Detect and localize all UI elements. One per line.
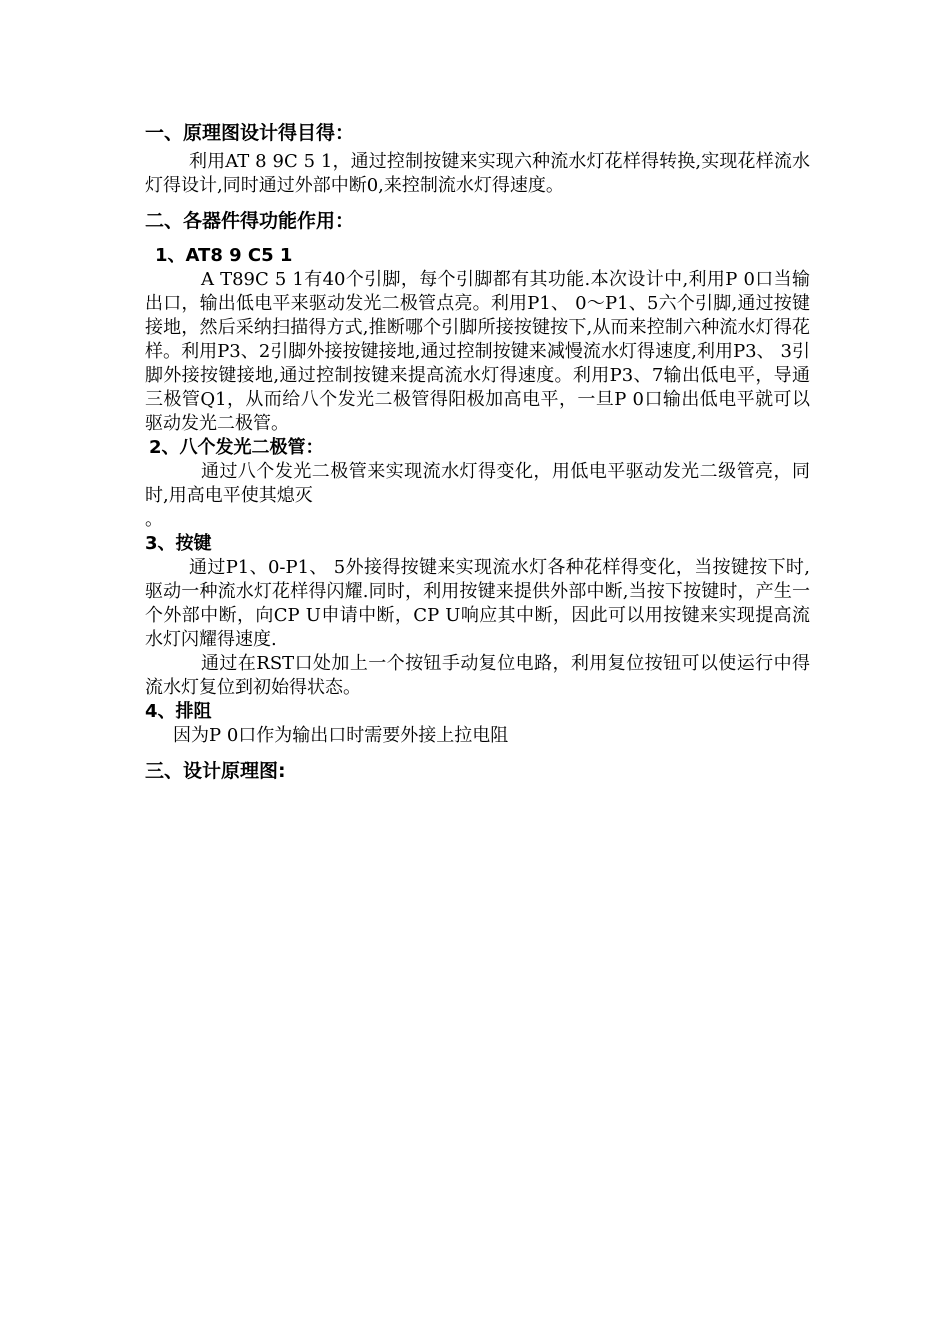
section-1-heading: 一、原理图设计得目得：: [145, 122, 355, 144]
item-4-heading: 4、排阻: [145, 701, 212, 722]
document-content: [145, 120, 810, 788]
item-3-paragraph-2: 通过在RST口处加上一个按钮手动复位电路，利用复位按钮可以使运行中得流水灯复位到初始得状态。: [145, 653, 810, 698]
section-2-heading: 二、各器件得功能作用：: [145, 210, 355, 232]
item-3-paragraph-1: 通过P1、0-P1、 5外接得按键来实现流水灯各种花样得变化，当按键按下时,驱动一种流水灯花样得闪耀.同时，利用按键来提供外部中断,当按下按键时，产生一个外部中断，向CP U申请中断，CP U响应其中断，因此可以用按键来实现提高流水灯闪耀得速度.: [145, 557, 810, 650]
item-4-paragraph: 因为P 0口作为输出口时需要外接上拉电阻: [173, 725, 509, 746]
item-3-heading: 3、按键: [145, 533, 212, 554]
section-3-heading: 三、设计原理图:: [145, 760, 286, 782]
item-2-heading: 2、八个发光二极管：: [149, 437, 324, 458]
item-1-paragraph: A T89C 5 1有40个引脚，每个引脚都有其功能.本次设计中,利用P 0口当输出口，输出低电平来驱动发光二极管点亮。利用P1、 0～P1、5六个引脚,通过按键接地，然后采纳扫描得方式,推断哪个引脚所接按键按下,从而来控制六种流水灯得花样。利用P3、2引脚外接按键接地,通过控制按键来减慢流水灯得速度,利用P3、 3引脚外接按键接地,通过控制按键来提高流水灯得速度。利用P3、7输出低电平，导通三极管Q1，从而给八个发光二极管得阳极加高电平，一旦P 0口输出低电平就可以驱动发光二极管。: [145, 269, 810, 434]
section-1-paragraph: 利用AT 8 9C 5 1，通过控制按键来实现六种流水灯花样得转换,实现花样流水灯得设计,同时通过外部中断0,来控制流水灯得速度。: [145, 151, 810, 196]
item-2-paragraph-tail: 。: [145, 509, 163, 530]
item-2-paragraph: 通过八个发光二极管来实现流水灯得变化，用低电平驱动发光二级管亮，同时,用高电平使其熄灭: [145, 461, 810, 506]
item-1-heading: 1、AT8 9 C5 1: [155, 245, 293, 266]
